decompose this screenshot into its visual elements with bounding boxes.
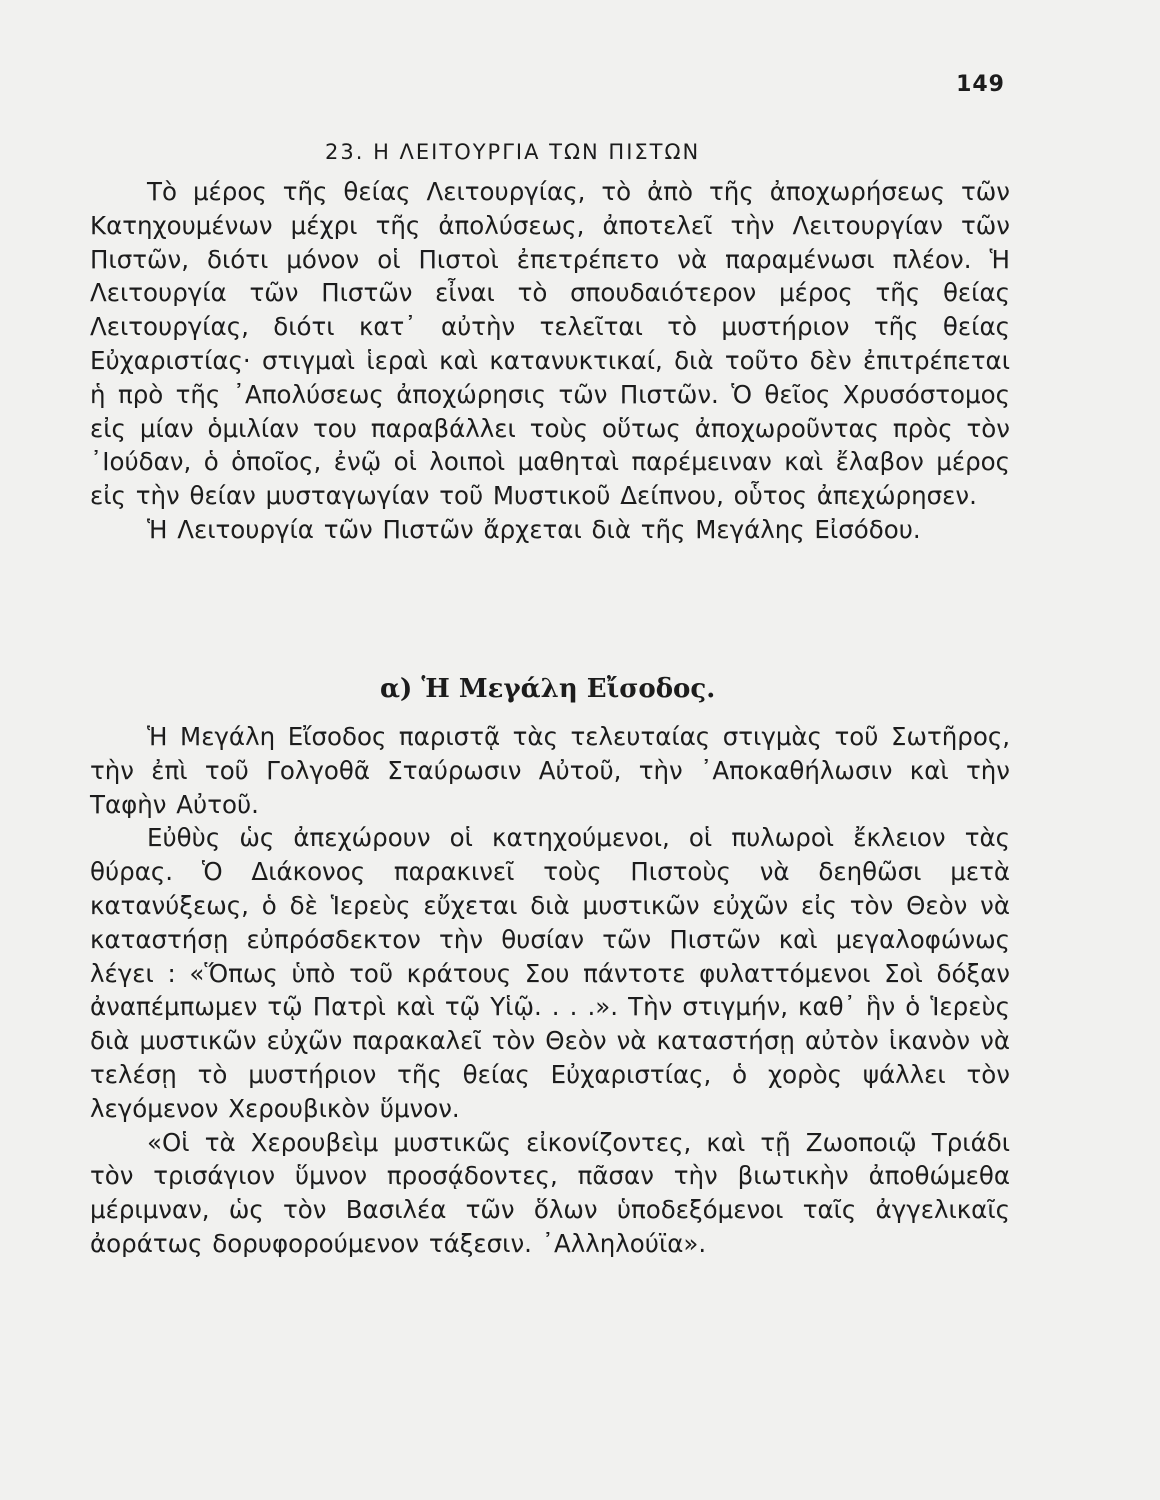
paragraph: «Οἱ τὰ Χερουβεὶμ μυστικῶς εἰκονίζοντες, καὶ τῇ Ζωοποιῷ Τριάδι τὸν τρισάγιον ὕμνον προσᾴδοντες, πᾶσαν τὴν βιωτικὴν ἀποθώμεθα μέριμναν, ὡς τὸν Βασιλέα τῶν ὅλων ὑποδεξόμενοι ταῖς ἀγγελικαῖς ἀοράτως δορυφορούμενον τάξεσιν. ᾿Αλληλούϊα». <box>90 1127 1010 1258</box>
chapter-title: 23. Η ΛΕΙΤΟΥΡΓΙΑ ΤΩΝ ΠΙΣΤΩΝ <box>325 140 701 164</box>
section-heading: α) Ἡ Μεγάλη Εἴσοδος. <box>380 674 716 704</box>
section-one-text <box>90 175 1010 547</box>
paragraph: Τὸ μέρος τῆς θείας Λειτουργίας, τὸ ἀπὸ τῆς ἀποχωρήσεως τῶν Κατηχουμένων μέχρι τῆς ἀπολύσεως, ἀποτελεῖ τὴν Λειτουργίαν τῶν Πιστῶν, διότι μόνον οἱ Πιστοὶ ἐπετρέπετο νὰ παραμένωσι πλέον. Ἡ Λειτουργία τῶν Πιστῶν εἶναι τὸ σπουδαιότερον μέρος τῆς θείας Λειτουργίας, διότι κατ᾽ αὐτὴν τελεῖται τὸ μυστήριον τῆς θείας Εὐχαριστίας· στιγμαὶ ἱεραὶ καὶ κατανυκτικαί, διὰ τοῦτο δὲν ἐπιτρέπεται ἡ πρὸ τῆς ᾿Απολύσεως ἀποχώρησις τῶν Πιστῶν. Ὁ θεῖος Χρυσόστομος εἰς μίαν ὁμιλίαν του παραβάλλει τοὺς οὕτως ἀποχωροῦντας πρὸς τὸν ᾿Ιούδαν, ὁ ὁποῖος, ἐνῷ οἱ λοιποὶ μαθηταὶ παρέμειναν καὶ ἔλαβον μέρος εἰς τὴν θείαν μυσταγωγίαν τοῦ Μυστικοῦ Δείπνου, οὗτος ἀπεχώρησεν. <box>90 177 1010 511</box>
section-two-text <box>90 720 1010 1261</box>
paragraph: Ἡ Μεγάλη Εἴσοδος παριστᾷ τὰς τελευταίας στιγμὰς τοῦ Σωτῆρος, τὴν ἐπὶ τοῦ Γολγοθᾶ Σταύρωσιν Αὐτοῦ, τὴν ᾿Αποκαθήλωσιν καὶ τὴν Ταφὴν Αὐτοῦ. <box>90 722 1010 819</box>
paragraph: Ἡ Λειτουργία τῶν Πιστῶν ἄρχεται διὰ τῆς Μεγάλης Εἰσόδου. <box>147 514 921 544</box>
page-number: 149 <box>956 72 1005 97</box>
paragraph: Εὐθὺς ὡς ἀπεχώρουν οἱ κατηχούμενοι, οἱ πυλωροὶ ἔκλειον τὰς θύρας. Ὁ Διάκονος παρακινεῖ τοὺς Πιστοὺς νὰ δεηθῶσι μετὰ κατανύξεως, ὁ δὲ Ἱερεὺς εὔχεται διὰ μυστικῶν εὐχῶν εἰς τὸν Θεὸν νὰ καταστήσῃ εὐπρόσδεκτον τὴν θυσίαν τῶν Πιστῶν καὶ μεγαλοφώνως λέγει : «Ὅπως ὑπὸ τοῦ κράτους Σου πάντοτε φυλαττόμενοι Σοὶ δόξαν ἀναπέμπωμεν τῷ Πατρὶ καὶ τῷ Υἱῷ. . . .». Τὴν στιγμήν, καθ᾽ ἣν ὁ Ἱερεὺς διὰ μυστικῶν εὐχῶν παρακαλεῖ τὸν Θεὸν νὰ καταστήσῃ αὐτὸν ἱκανὸν νὰ τελέσῃ τὸ μυστήριον τῆς θείας Εὐχαριστίας, ὁ χορὸς ψάλλει τὸν λεγόμενον Χερουβικὸν ὕμνον. <box>90 823 1010 1123</box>
